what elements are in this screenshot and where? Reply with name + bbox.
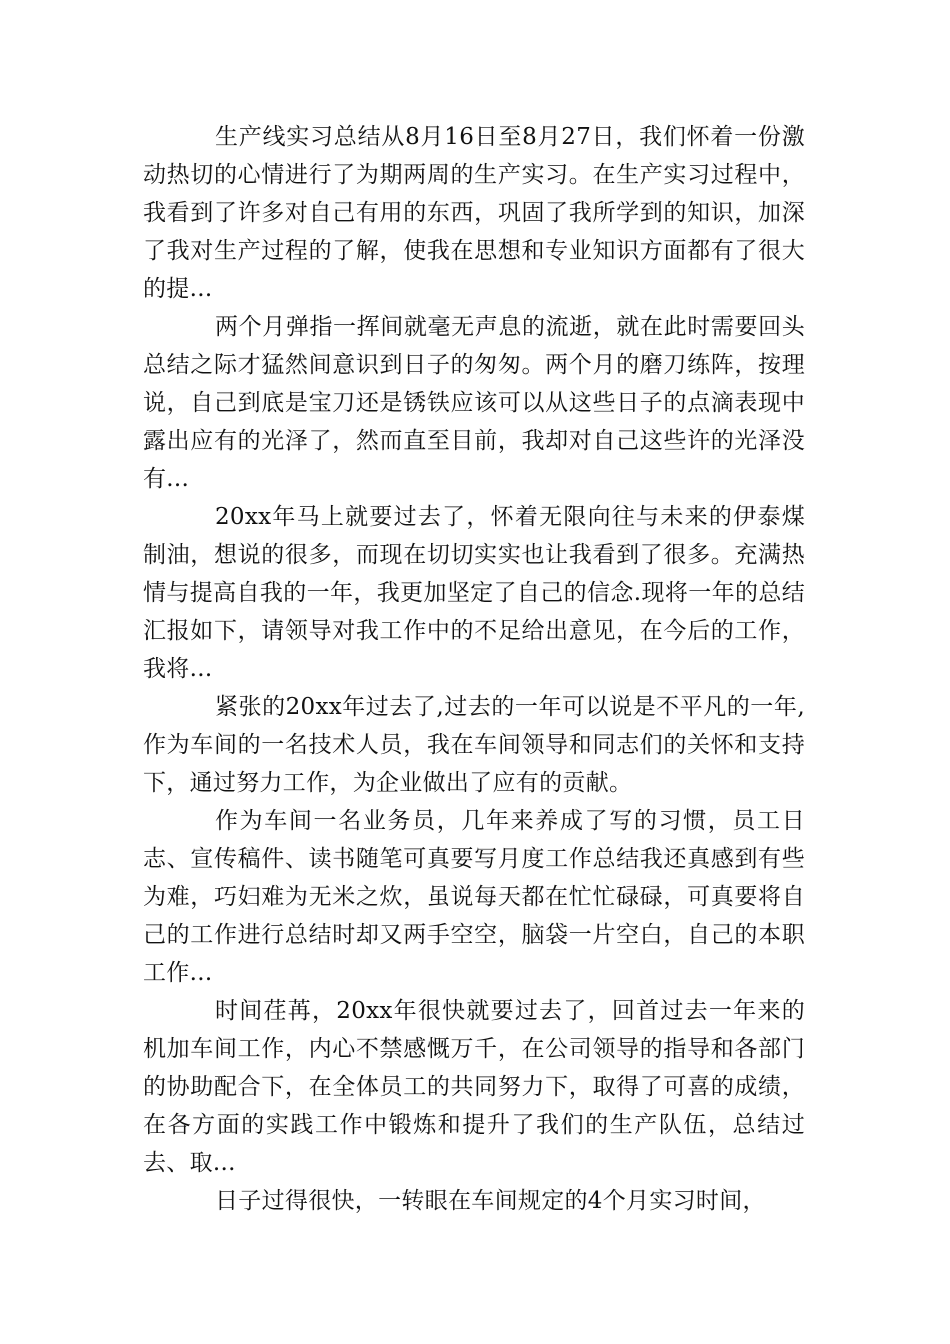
document-body [143, 118, 805, 1220]
paragraph-6: 时间荏苒，20xx年很快就要过去了，回首过去一年来的机加车间工作，内心不禁感慨万千，在公司领导的指导和各部门的协助配合下，在全体员工的共同努力下，取得了可喜的成绩，在各方面的实践工作中锻炼和提升了我们的生产队伍，总结过去、取... [143, 998, 805, 1176]
paragraph-5: 作为车间一名业务员，几年来养成了写的习惯，员工日志、宣传稿件、读书随笔可真要写月度工作总结我还真感到有些为难，巧妇难为无米之炊，虽说每天都在忙忙碌碌，可真要将自己的工作进行总结时却又两手空空，脑袋一片空白，自己的本职工作... [143, 808, 805, 986]
paragraph-4: 紧张的20xx年过去了,过去的一年可以说是不平凡的一年,作为车间的一名技术人员，我在车间领导和同志们的关怀和支持下，通过努力工作，为企业做出了应有的贡献。 [143, 694, 805, 796]
paragraph-1: 生产线实习总结从8月16日至8月27日，我们怀着一份激动热切的心情进行了为期两周的生产实习。在生产实习过程中，我看到了许多对自己有用的东西，巩固了我所学到的知识，加深了我对生产过程的了解，使我在思想和专业知识方面都有了很大的提... [143, 124, 805, 302]
paragraph-2: 两个月弹指一挥间就毫无声息的流逝，就在此时需要回头总结之际才猛然间意识到日子的匆匆。两个月的磨刀练阵，按理说，自己到底是宝刀还是锈铁应该可以从这些日子的点滴表现中露出应有的光泽了，然而直至目前，我却对自己这些许的光泽没有... [143, 314, 805, 492]
paragraph-7: 日子过得很快，一转眼在车间规定的4个月实习时间， [215, 1188, 766, 1214]
paragraph-3: 20xx年马上就要过去了，怀着无限向往与未来的伊泰煤制油，想说的很多，而现在切切实实也让我看到了很多。充满热情与提高自我的一年，我更加坚定了自己的信念.现将一年的总结汇报如下，请领导对我工作中的不足给出意见，在今后的工作，我将... [143, 504, 805, 682]
